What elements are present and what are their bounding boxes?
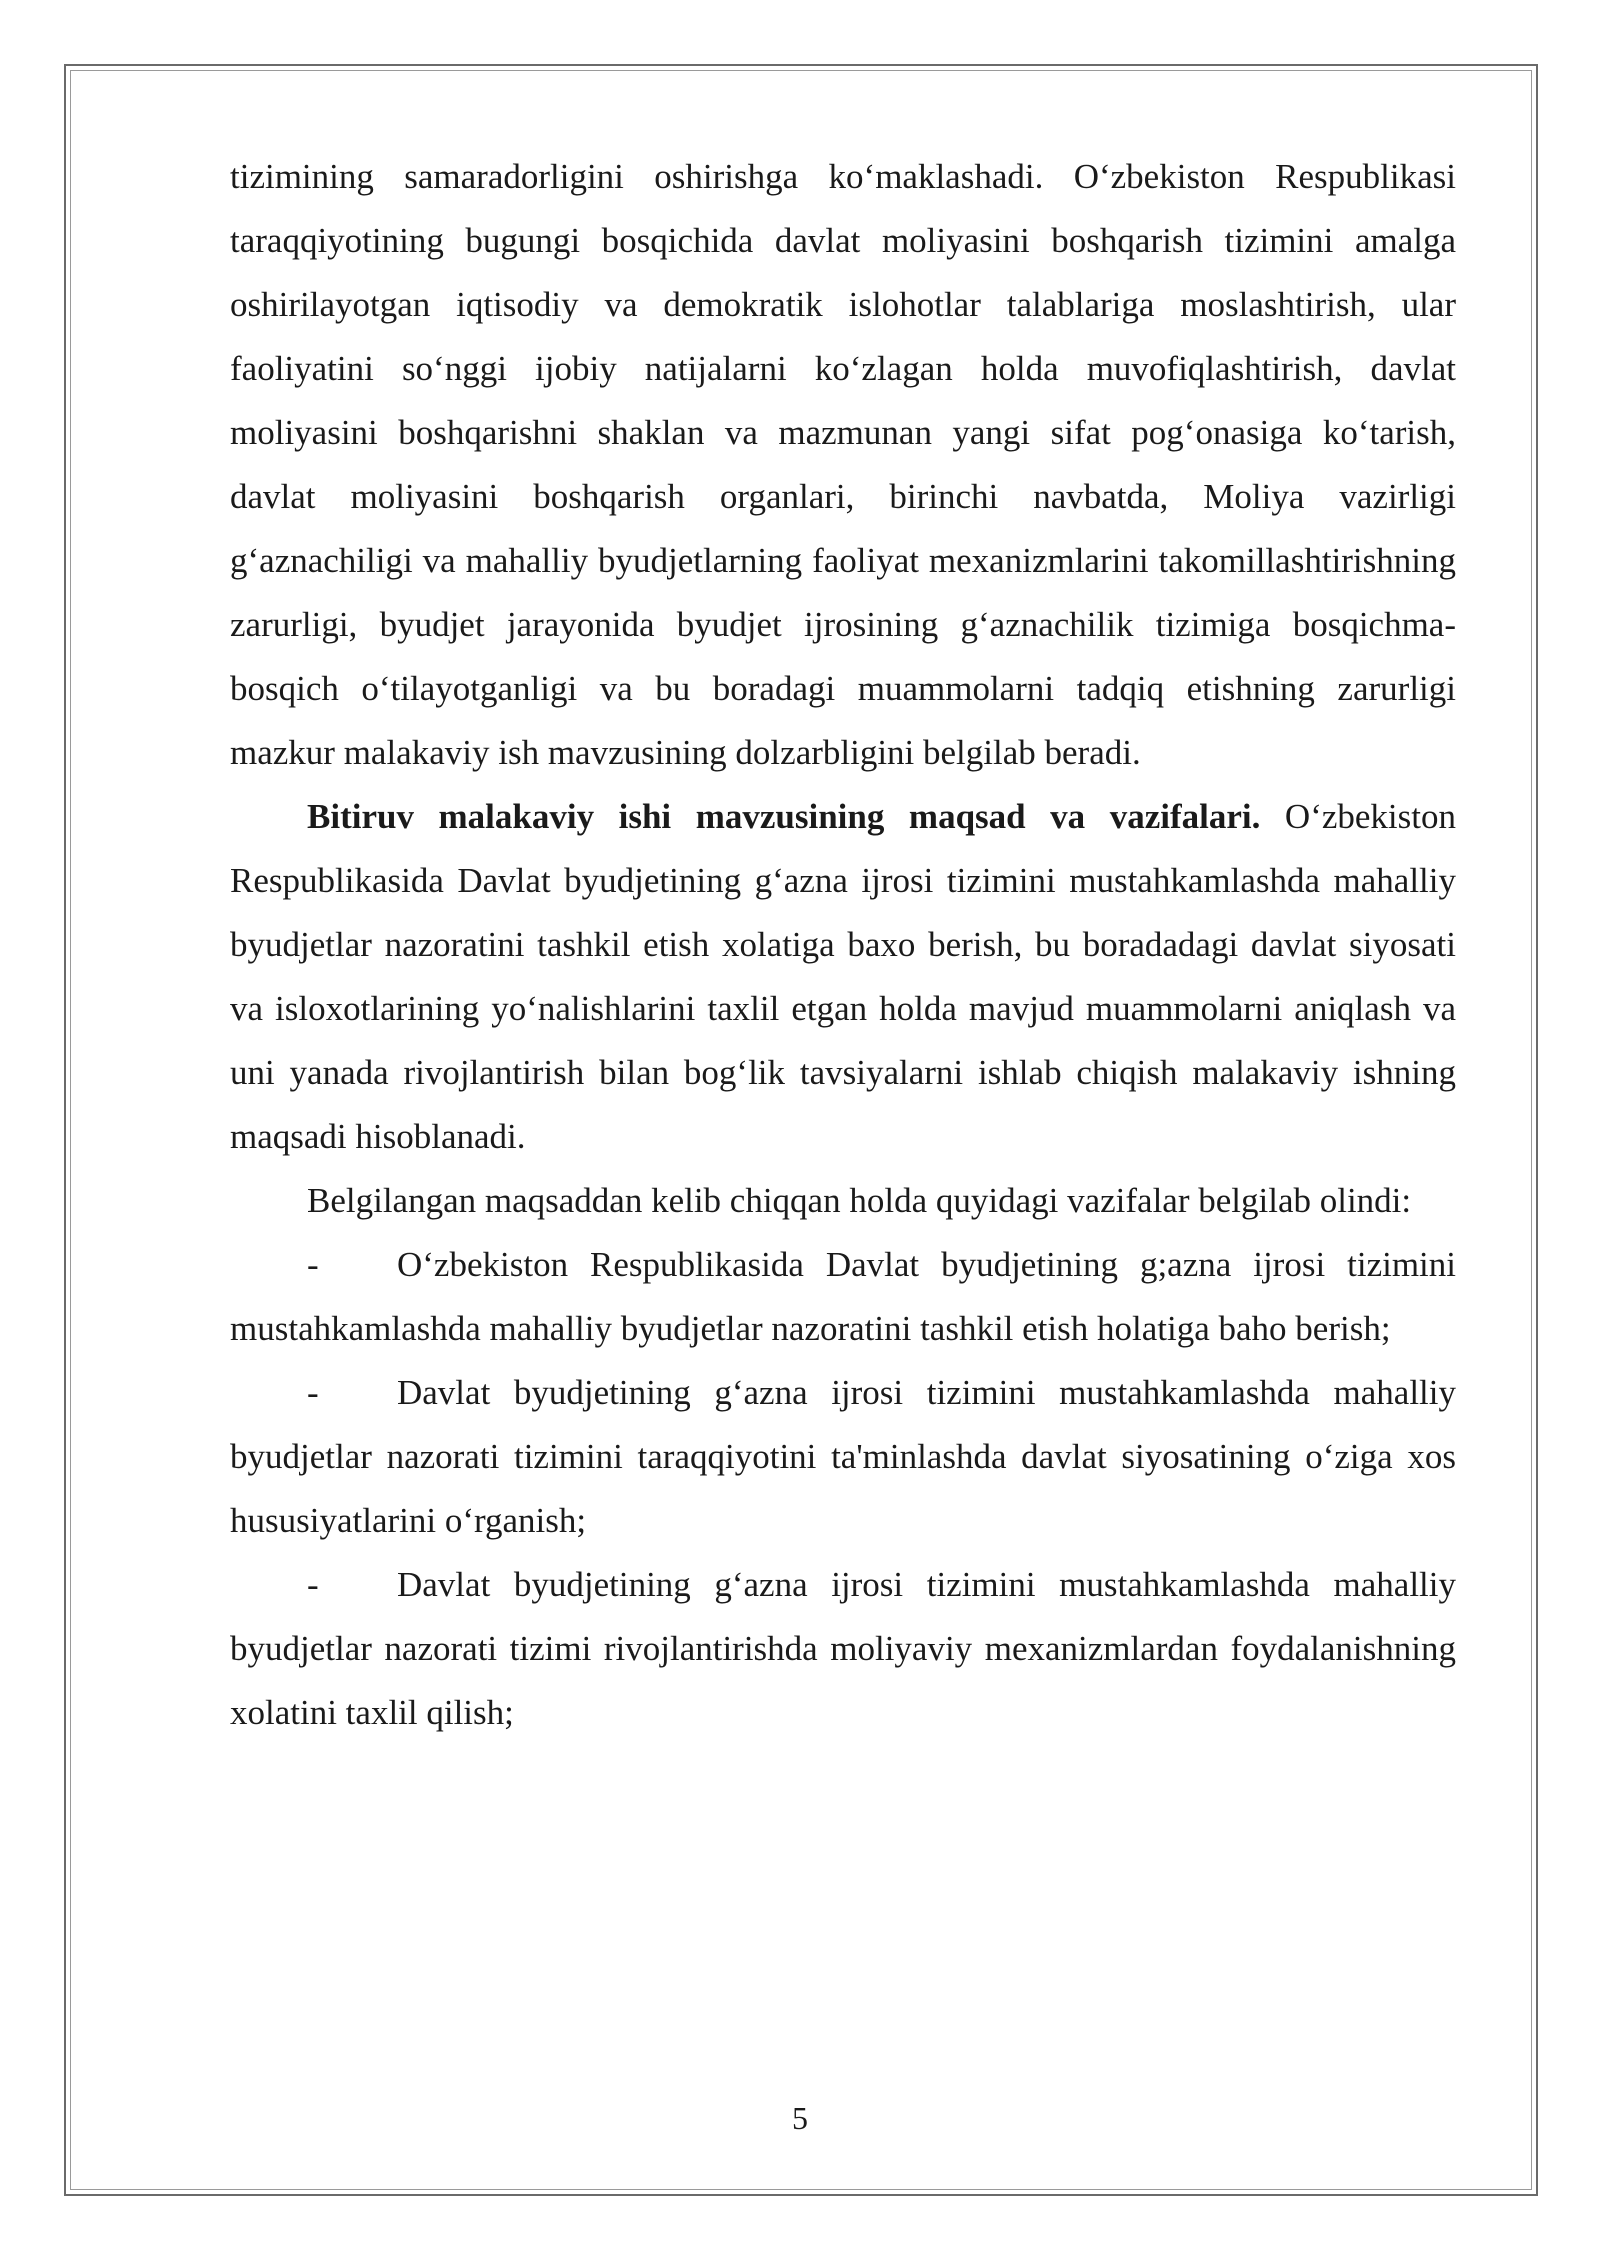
list-item-text: Davlat byudjetining g‘azna ijrosi tizimini mustahkamlashda mahalliy byudjetlar nazorati tizimini taraqqiyotini ta'minlashda davlat siyosatining o‘ziga xos hususiyatlarini o‘rganish; [230, 1373, 1456, 1540]
document-body [230, 145, 1456, 1745]
list-item [230, 1553, 1456, 1745]
paragraph-goals [230, 785, 1456, 1169]
list-marker: - [307, 1373, 319, 1412]
list-marker: - [307, 1245, 319, 1284]
paragraph-tasks-intro [230, 1169, 1456, 1233]
list-item-text: O‘zbekiston Respublikasida Davlat byudjetining g;azna ijrosi tizimini mustahkamlashda mahalliy byudjetlar nazoratini tashkil etish holatiga baho berish; [230, 1245, 1456, 1348]
list-item-text: Davlat byudjetining g‘azna ijrosi tizimini mustahkamlashda mahalliy byudjetlar nazorati tizimi rivojlantirishda moliyaviy mexanizmlardan foydalanishning xolatini taxlil qilish; [230, 1565, 1456, 1732]
list-item [230, 1233, 1456, 1361]
list-marker: - [307, 1565, 319, 1604]
paragraph-text: Belgilangan maqsaddan kelib chiqqan holda quyidagi vazifalar belgilab olindi: [307, 1181, 1412, 1220]
paragraph-text: tizimining samaradorligini oshirishga ko‘maklashadi. O‘zbekiston Respublikasi taraqqiyotining bugungi bosqichida davlat moliyasini boshqarish tizimini amalga oshirilayotgan iqtisodiy va demokratik islohotlar talablariga moslashtirish, ular faoliyatini so‘nggi ijobiy natijalarni ko‘zlagan holda muvofiqlashtirish, davlat moliyasini boshqarishni shaklan va mazmunan yangi sifat pog‘onasiga ko‘tarish, davlat moliyasini boshqarish organlari, birinchi navbatda, Moliya vazirligi g‘aznachiligi va mahalliy byudjetlarning faoliyat mexanizmlarini takomillashtirishning zarurligi, byudjet jarayonida byudjet ijrosining g‘aznachilik tizimiga bosqichma-bosqich o‘tilayotganligi va bu boradagi muammolarni tadqiq etishning zarurligi mazkur malakaviy ish mavzusining dolzarbligini belgilab beradi. [230, 157, 1456, 772]
paragraph-relevance [230, 145, 1456, 785]
list-item [230, 1361, 1456, 1553]
paragraph-text: O‘zbekiston Respublikasida Davlat byudjetining g‘azna ijrosi tizimini mustahkamlashda mahalliy byudjetlar nazoratini tashkil etish xolatiga baxo berish, bu boradadagi davlat siyosati va isloxotlarining yo‘nalishlarini taxlil etgan holda mavjud muammolarni aniqlash va uni yanada rivojlantirish bilan bog‘lik tavsiyalarni ishlab chiqish malakaviy ishning maqsadi hisoblanadi. [230, 797, 1456, 1156]
page-number: 5 [792, 2100, 808, 2136]
section-heading: Bitiruv malakaviy ishi mavzusining maqsad va vazifalari. [307, 797, 1261, 836]
